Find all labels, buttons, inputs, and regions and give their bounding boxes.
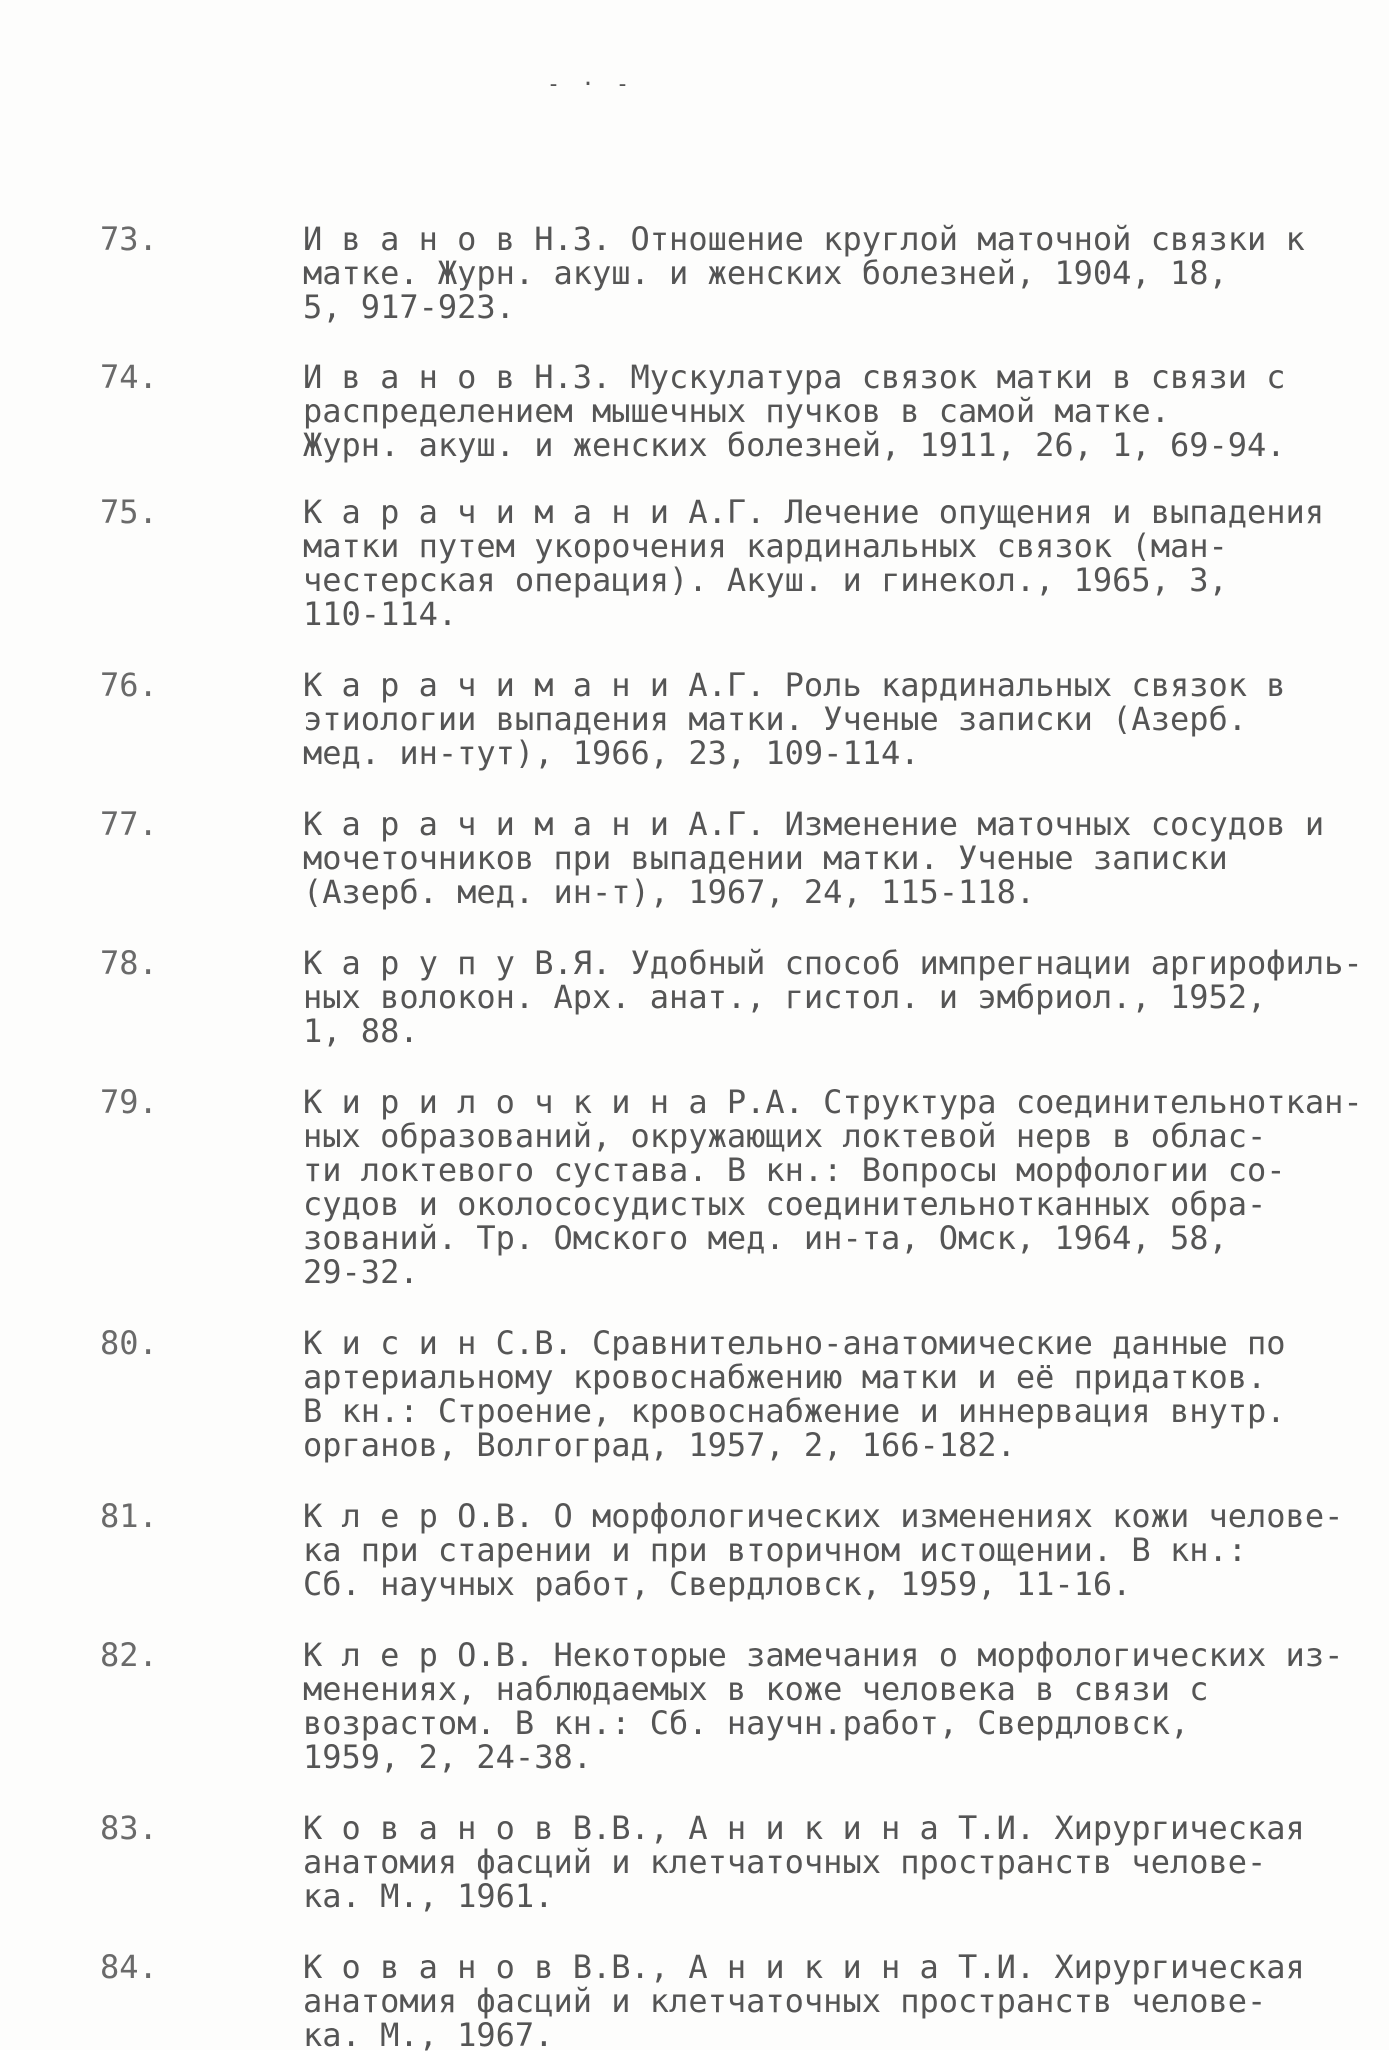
bibliography-entry <box>100 805 1325 911</box>
entry-number: 80. <box>100 1324 158 1362</box>
bibliography-entry <box>100 1809 1305 1915</box>
entry-line: К л е р О.В. Некоторые замечания о морфологических из- <box>303 1636 1344 1674</box>
entry-line: 29-32. <box>303 1253 419 1291</box>
entry-number: 73. <box>100 220 158 258</box>
entry-line: К а р а ч и м а н и А.Г. Изменение маточных сосудов и <box>303 805 1325 843</box>
entry-line: К л е р О.В. О морфологических изменениях кожи челове- <box>303 1497 1344 1535</box>
entry-text <box>303 1638 1389 1774</box>
entry-line: К и р и л о ч к и н а Р.А. Структура соединительноткан- <box>303 1083 1363 1121</box>
entry-text <box>303 668 1389 770</box>
bibliography-entry <box>100 1083 1363 1291</box>
entry-line: 1959, 2, 24-38. <box>303 1738 592 1776</box>
bibliography-entry <box>100 1326 1300 1462</box>
entry-line: (Азерб. мед. ин-т), 1967, 24, 115-118. <box>303 873 1036 911</box>
bibliography-entry <box>100 668 1300 770</box>
entry-line: ка. М., 1961. <box>303 1877 554 1915</box>
entry-line: распределением мышечных пучков в самой матке. <box>303 392 1170 430</box>
entry-line: органов, Волгоград, 1957, 2, 166-182. <box>303 1426 1016 1464</box>
entry-line: ных волокон. Арх. анат., гистол. и эмбриол., 1952, <box>303 978 1267 1016</box>
entry-number: 83. <box>100 1809 158 1847</box>
entry-line: 5, 917-923. <box>303 288 515 326</box>
bibliography-entry <box>100 1497 1344 1603</box>
entry-number: 81. <box>100 1497 158 1535</box>
entry-line: зований. Тр. Омского мед. ин-та, Омск, 1964, 58, <box>303 1219 1228 1257</box>
entry-line: анатомия фасций и клетчаточных пространств челове- <box>303 1843 1267 1881</box>
entry-line: артериальному кровоснабжению матки и её придатков. <box>303 1358 1267 1396</box>
entry-line: ных образований, окружающих локтевой нерв в облас- <box>303 1117 1267 1155</box>
entry-number: 84. <box>100 1948 158 1986</box>
entry-line: матки путем укорочения кардинальных связок (ман- <box>303 527 1228 565</box>
entry-line: ка. М., 1967. <box>303 2016 554 2054</box>
entry-line: К о в а н о в В.В., А н и к и н а Т.И. Хирургическая <box>303 1948 1305 1986</box>
entry-number: 76. <box>100 666 158 704</box>
bibliography-entry <box>100 493 1325 633</box>
bibliography-entry <box>100 220 1305 326</box>
entry-text <box>303 1499 1389 1601</box>
entry-line: Сб. научных работ, Свердловск, 1959, 11-16. <box>303 1565 1132 1603</box>
entry-line: менениях, наблюдаемых в коже человека в связи с <box>303 1670 1209 1708</box>
entry-line: судов и околососудистых соединительнотканных обра- <box>303 1185 1267 1223</box>
entry-line: К а р а ч и м а н и А.Г. Роль кардинальных связок в <box>303 666 1286 704</box>
bibliography-entry <box>100 1948 1305 2054</box>
entry-line: анатомия фасций и клетчаточных пространств челове- <box>303 1982 1267 2020</box>
entry-line: матке. Журн. акуш. и женских болезней, 1904, 18, <box>303 254 1228 292</box>
page-number: - · - <box>546 72 634 97</box>
bibliography-list <box>100 220 1363 2054</box>
entry-text <box>303 495 1389 631</box>
entry-text <box>303 807 1389 909</box>
bibliography-entry <box>100 944 1363 1050</box>
entry-line: К и с и н С.В. Сравнительно-анатомические данные по <box>303 1324 1286 1362</box>
entry-line: честерская операция). Акуш. и гинекол., 1965, 3, <box>303 561 1228 599</box>
bibliography-entry <box>100 1636 1344 1776</box>
entry-text <box>303 1950 1389 2052</box>
entry-line: К а р а ч и м а н и А.Г. Лечение опущения и выпадения <box>303 493 1325 531</box>
entry-number: 82. <box>100 1636 158 1674</box>
entry-text <box>303 946 1389 1048</box>
entry-text <box>303 1085 1389 1289</box>
entry-line: мочеточников при выпадении матки. Ученые записки <box>303 839 1228 877</box>
entry-number: 77. <box>100 805 158 843</box>
entry-line: В кн.: Строение, кровоснабжение и иннервация внутр. <box>303 1392 1286 1430</box>
entry-line: И в а н о в Н.З. Мускулатура связок матки в связи с <box>303 358 1286 396</box>
entry-text <box>303 1326 1389 1462</box>
bibliography-entry <box>100 360 1300 462</box>
entry-number: 78. <box>100 944 158 982</box>
entry-line: Журн. акуш. и женских болезней, 1911, 26, 1, 69-94. <box>303 426 1286 464</box>
entry-text <box>303 1811 1389 1913</box>
entry-number: 79. <box>100 1083 158 1121</box>
entry-number: 75. <box>100 493 158 531</box>
entry-line: ти локтевого сустава. В кн.: Вопросы морфологии со- <box>303 1151 1286 1189</box>
entry-line: И в а н о в Н.З. Отношение круглой маточной связки к <box>303 220 1305 258</box>
entry-line: К а р у п у В.Я. Удобный способ импрегнации аргирофиль- <box>303 944 1363 982</box>
entry-line: этиологии выпадения матки. Ученые записки (Азерб. <box>303 700 1248 738</box>
entry-text <box>303 222 1389 324</box>
entry-line: мед. ин-тут), 1966, 23, 109-114. <box>303 734 920 772</box>
entry-line: возрастом. В кн.: Сб. научн.работ, Свердловск, <box>303 1704 1190 1742</box>
entry-line: К о в а н о в В.В., А н и к и н а Т.И. Хирургическая <box>303 1809 1305 1847</box>
entry-number: 74. <box>100 358 158 396</box>
entry-line: 110-114. <box>303 595 458 633</box>
entry-text <box>303 360 1389 462</box>
entry-line: 1, 88. <box>303 1012 419 1050</box>
entry-line: ка при старении и при вторичном истощении. В кн.: <box>303 1531 1248 1569</box>
